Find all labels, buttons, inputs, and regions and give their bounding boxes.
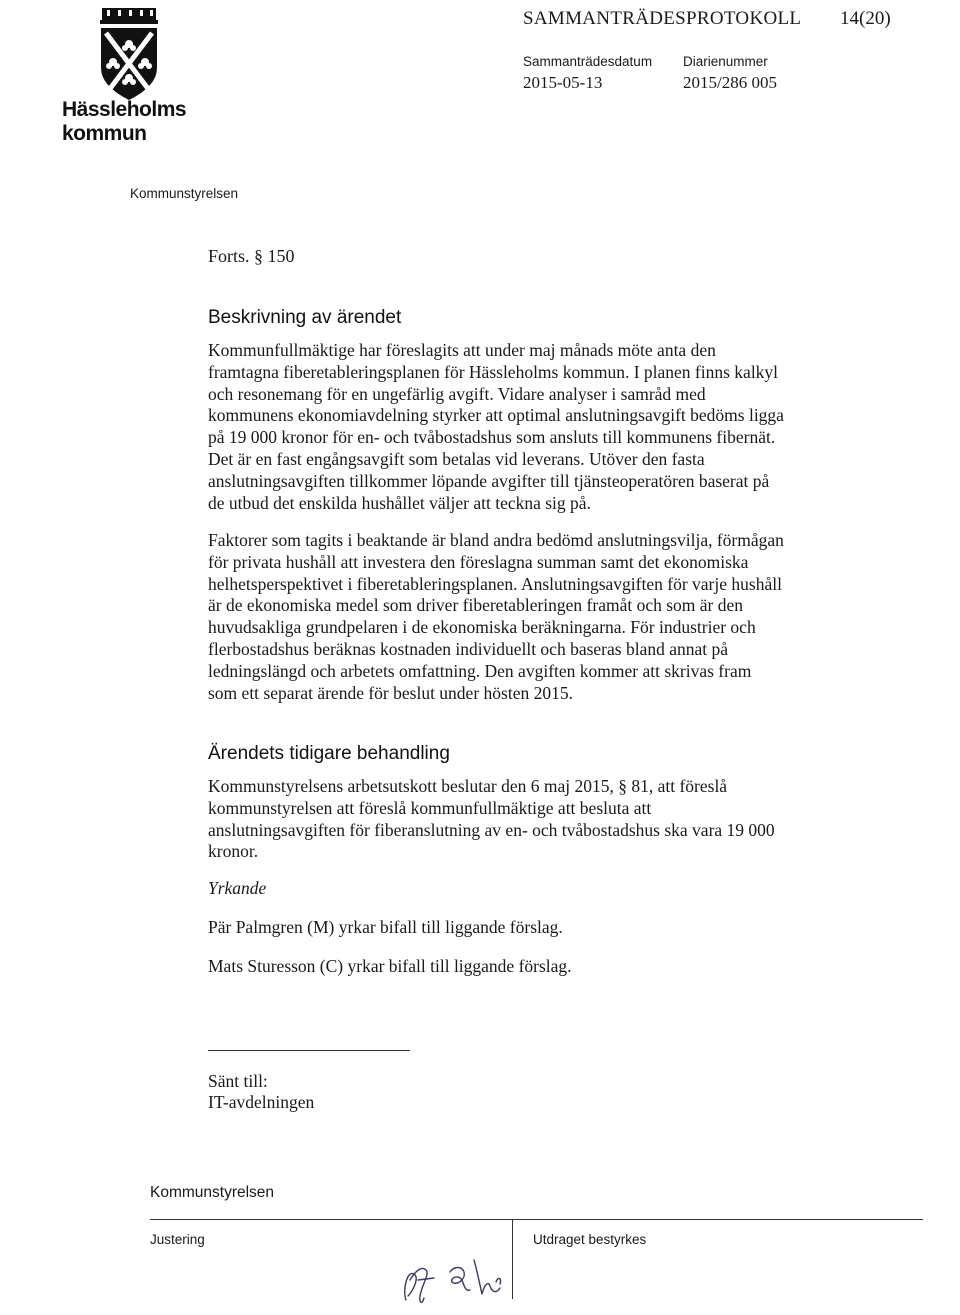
- text-line: kommunstyrelsen att föreslå kommunfullmäktige att besluta att: [208, 797, 652, 818]
- wordmark-line-1: Hässleholms: [62, 98, 187, 121]
- description-paragraph-2: [208, 530, 848, 704]
- motion-subheading: Yrkande: [208, 878, 267, 898]
- section-continuation: Forts. § 150: [208, 246, 295, 266]
- text-line: på 19 000 kronor för en- och tvåbostadshus som ansluts till kommunens fibernät.: [208, 427, 776, 448]
- text-line: Faktorer som tagits i beaktande är bland andra bedömd anslutningsvilja, förmågan: [208, 530, 784, 550]
- previous-handling-paragraph: [208, 776, 848, 863]
- municipality-wordmark: [62, 98, 212, 146]
- municipal-crest-logo: [98, 6, 160, 102]
- text-line: Kommunfullmäktige har föreslagits att under maj månads möte anta den: [208, 340, 716, 360]
- text-line: flerbostadshus beräknas kostnaden individuellt och baseras bland annat på: [208, 638, 728, 659]
- text-line: helhetsperspektivet i fiberetableringsplanen. Anslutningsavgiften för varje hushåll: [208, 573, 782, 594]
- document-type: SAMMANTRÄDESPROTOKOLL: [523, 8, 802, 29]
- text-line: huvudsakliga grundpelaren i de ekonomiska beräkningarna. För industrier och: [208, 617, 756, 638]
- section-heading-previous-handling: Ärendets tidigare behandling: [208, 743, 450, 764]
- diary-number-label: Diarienummer: [683, 54, 768, 69]
- motion-line: Mats Sturesson (C) yrkar bifall till liggande förslag.: [208, 956, 572, 976]
- text-line: som ett separat ärende för beslut under hösten 2015.: [208, 682, 573, 703]
- adjustment-label: Justering: [150, 1232, 205, 1247]
- page-number: 14(20): [840, 8, 891, 29]
- text-line: är de ekonomiska medel som driver fiberetableringen framåt och som är den: [208, 595, 744, 616]
- certified-extract-label: Utdraget bestyrkes: [533, 1232, 647, 1247]
- section-heading-description: Beskrivning av ärendet: [208, 307, 402, 328]
- text-line: Det är en fast engångsavgift som betalas vid leverans. Utöver den fasta: [208, 448, 705, 469]
- meeting-date-value: 2015-05-13: [523, 73, 603, 92]
- sent-to-label: Sänt till:: [208, 1071, 268, 1091]
- board-name: Kommunstyrelsen: [130, 186, 239, 201]
- divider-line: [208, 1050, 410, 1051]
- text-line: ledningslängd och arbetets omfattning. Den avgiften kommer att skrivas fram: [208, 660, 752, 681]
- text-line: Kommunstyrelsens arbetsutskott beslutar den 6 maj 2015, § 81, att föreslå: [208, 776, 728, 796]
- description-paragraph-1: [208, 340, 848, 514]
- footer-divider-line: [150, 1219, 923, 1220]
- text-line: och resonemang för en ungefärlig avgift. Vidare analyser i samråd med: [208, 383, 706, 404]
- text-line: kommunens ekonomiavdelning styrker att optimal anslutningsavgift bedöms ligga: [208, 405, 784, 426]
- text-line: de utbud det enskilda hushållet väljer att teckna sig på.: [208, 492, 591, 513]
- text-line: framtagna fiberetableringsplanen för Hässleholms kommun. I planen finns kalkyl: [208, 361, 779, 382]
- text-line: anslutningsavgiften tillkommer löpande avgifter till tjänsteoperatören baserat på: [208, 470, 770, 491]
- text-line: anslutningsavgiften för fiberanslutning av en- och tvåbostadshus ska vara 19 000: [208, 819, 775, 840]
- motion-line: Pär Palmgren (M) yrkar bifall till liggande förslag.: [208, 917, 563, 937]
- sent-to-recipient: IT-avdelningen: [208, 1092, 315, 1112]
- text-line: kronor.: [208, 841, 259, 862]
- wordmark-line-2: kommun: [62, 122, 147, 145]
- text-line: för privata hushåll att investera den föreslagna summan samt det ekonomiska: [208, 551, 749, 572]
- diary-number-value: 2015/286 005: [683, 73, 777, 92]
- meeting-date-label: Sammanträdesdatum: [523, 54, 653, 69]
- handwritten-initials-signature: [392, 1240, 512, 1310]
- footer-column-divider: [512, 1219, 513, 1299]
- footer-board-name: Kommunstyrelsen: [150, 1184, 275, 1201]
